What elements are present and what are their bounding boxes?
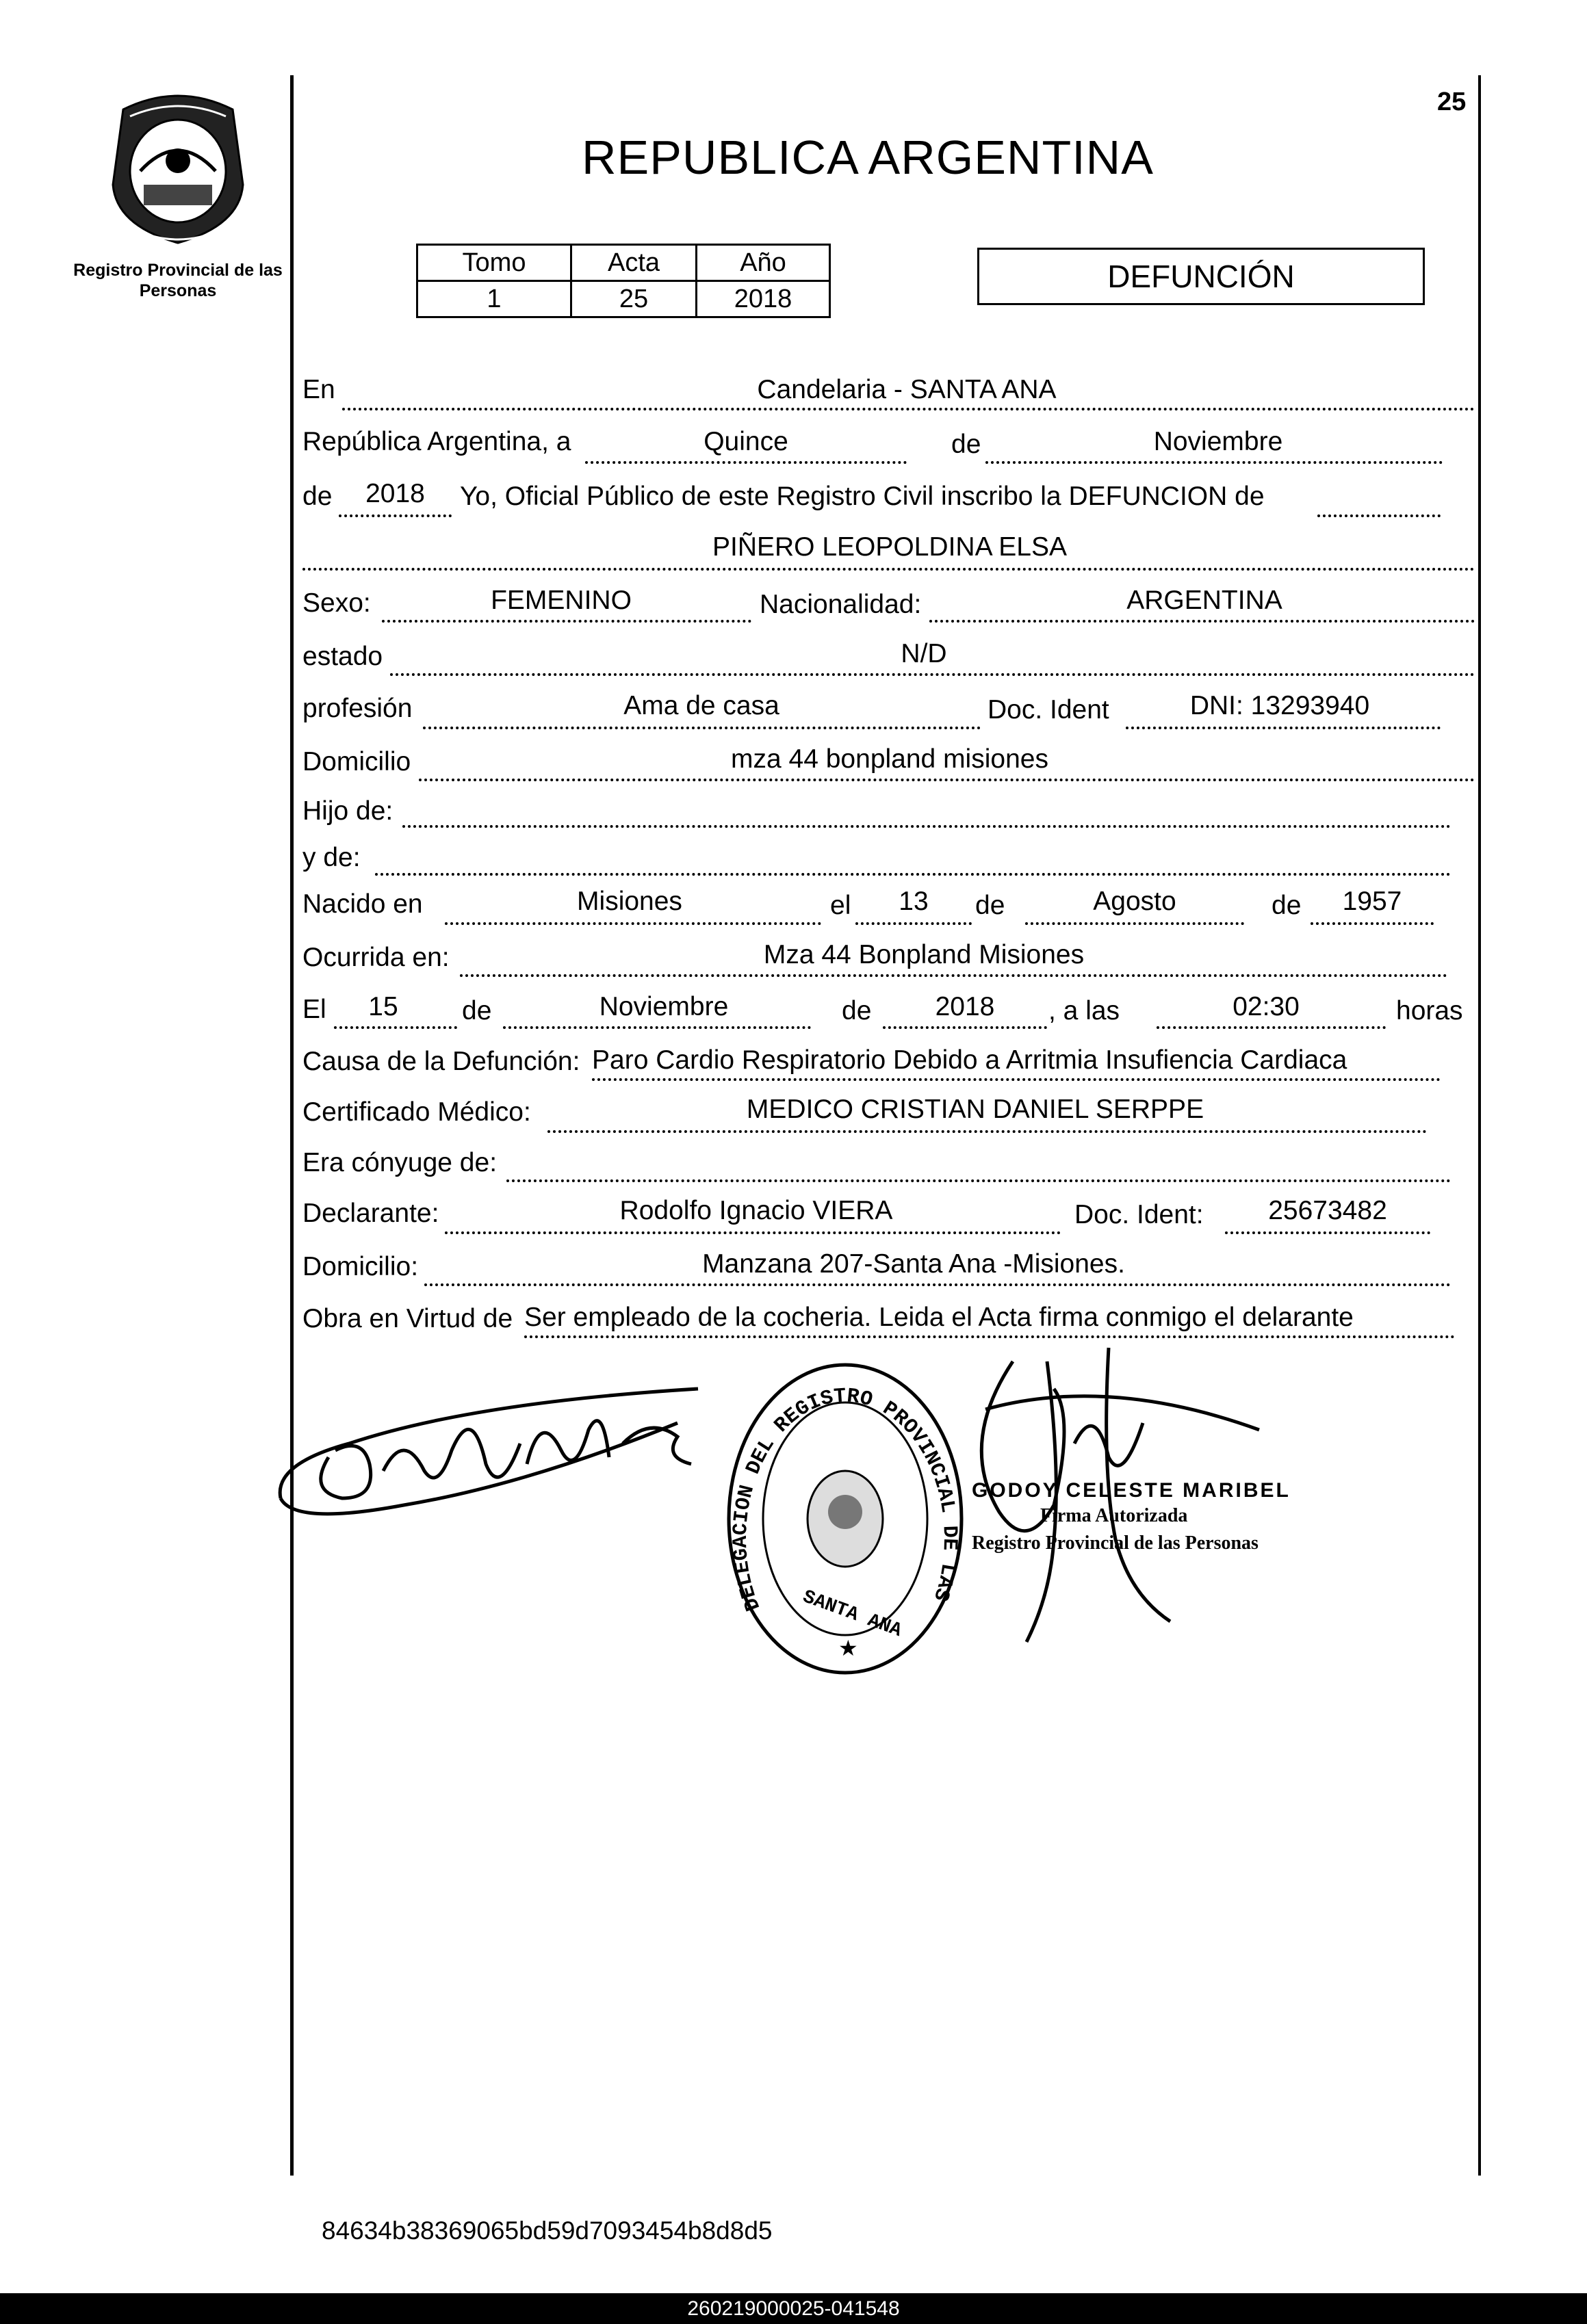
declarante-value: Rodolfo Ignacio VIERA <box>619 1196 893 1225</box>
deceased-name: PIÑERO LEOPOLDINA ELSA <box>712 532 1068 562</box>
domicilio2-line <box>424 1283 1451 1286</box>
ocurrida-line <box>460 974 1447 977</box>
oficial-line <box>1317 514 1441 517</box>
obra-value: Ser empleado de la cocheria. Leida el Acta firma conmigo el delarante <box>524 1303 1354 1332</box>
hora-value: 02:30 <box>1233 992 1300 1021</box>
tomo-value: 1 <box>417 281 571 317</box>
conyuge-label: Era cónyuge de: <box>302 1148 498 1177</box>
domicilio2-value: Manzana 207-Santa Ana -Misiones. <box>702 1249 1125 1279</box>
certificado-line <box>547 1130 1427 1133</box>
nacido-anio: 1957 <box>1342 887 1402 916</box>
acta-value: 25 <box>571 281 697 317</box>
reference-table <box>416 244 831 318</box>
de-label-6: de <box>842 996 872 1026</box>
estado-line <box>390 673 1475 676</box>
profesion-value: Ama de casa <box>623 691 779 720</box>
en-line <box>342 408 1475 410</box>
nacido-lugar: Misiones <box>577 887 682 916</box>
estado-label: estado <box>302 642 383 671</box>
anio-value: 2018 <box>697 281 830 317</box>
fallec-anio-line <box>883 1026 1047 1029</box>
nacido-label: Nacido en <box>302 889 423 919</box>
deceased-line <box>302 568 1475 571</box>
doc2-value: 25673482 <box>1268 1196 1387 1225</box>
month-line <box>985 461 1443 464</box>
de-label-5: de <box>462 996 492 1026</box>
nacionalidad-line <box>929 620 1475 623</box>
de-label-2: de <box>302 482 333 511</box>
svg-text:★: ★ <box>838 1636 858 1660</box>
declarante-line <box>445 1231 1061 1234</box>
fallec-dia-line <box>334 1026 457 1029</box>
fallec-anio: 2018 <box>935 992 995 1021</box>
declarant-signature <box>267 1361 732 1539</box>
barcode-bar: 260219000025-041548 <box>0 2293 1587 2324</box>
doc-line <box>1126 727 1441 729</box>
doc2-label: Doc. Ident: <box>1074 1200 1204 1229</box>
anio-header: Año <box>697 245 830 281</box>
causa-label: Causa de la Defunción: <box>302 1047 580 1076</box>
svg-text:SANTA ANA: SANTA ANA <box>799 1587 905 1642</box>
yde-line <box>375 873 1451 876</box>
left-border <box>290 75 294 2176</box>
oficial-text: Yo, Oficial Público de este Registro Civil inscribo la DEFUNCION de <box>460 482 1265 511</box>
nacido-dia-line <box>855 922 972 925</box>
doc-value: DNI: 13293940 <box>1189 691 1370 720</box>
province-crest-logo <box>103 89 253 246</box>
en-label: En <box>302 375 335 404</box>
day-line <box>585 461 907 464</box>
year-value: 2018 <box>365 479 425 508</box>
fallec-dia: 15 <box>368 992 398 1021</box>
day-words: Quince <box>704 427 788 456</box>
official-org: Registro Provincial de las Personas <box>972 1532 1259 1554</box>
nacionalidad-label: Nacionalidad: <box>760 590 922 619</box>
year-line <box>339 514 452 517</box>
hijo-label: Hijo de: <box>302 796 393 826</box>
ocurrida-label: Ocurrida en: <box>302 943 450 972</box>
nacido-lugar-line <box>445 922 821 925</box>
de-label-4: de <box>1272 891 1302 920</box>
causa-value: Paro Cardio Respiratorio Debido a Arritmia Insufiencia Cardiaca <box>592 1045 1347 1075</box>
doc2-line <box>1225 1231 1430 1234</box>
horas-label: horas <box>1396 996 1463 1026</box>
en-value: Candelaria - SANTA ANA <box>757 375 1057 404</box>
page-title: REPUBLICA ARGENTINA <box>582 131 1154 184</box>
document-hash: 84634b38369065bd59d7093454b8d8d5 <box>322 2217 773 2245</box>
certificado-label: Certificado Médico: <box>302 1097 531 1127</box>
de-label-3: de <box>975 891 1005 920</box>
causa-line <box>592 1078 1441 1081</box>
domicilio2-label: Domicilio: <box>302 1252 419 1281</box>
hora-line <box>1157 1026 1386 1029</box>
yde-label: y de: <box>302 843 361 872</box>
sexo-line <box>382 620 751 623</box>
nacionalidad-value: ARGENTINA <box>1126 586 1282 615</box>
el2-label: El <box>302 995 326 1024</box>
profesion-label: profesión <box>302 694 413 723</box>
stamp-ring-text: DELEGACION DEL REGISTRO PROVINCIAL DE LAS PERSONAS <box>712 1345 962 1617</box>
nacido-mes: Agosto <box>1093 887 1176 916</box>
ocurrida-value: Mza 44 Bonpland Misiones <box>763 940 1085 969</box>
domicilio-line <box>419 779 1475 781</box>
nacido-dia: 13 <box>899 887 929 916</box>
acta-header: Acta <box>571 245 697 281</box>
page-number: 25 <box>1437 88 1467 116</box>
official-name: GODOY CELESTE MARIBEL <box>972 1479 1291 1502</box>
sexo-label: Sexo: <box>302 588 371 618</box>
el-label: el <box>830 891 851 920</box>
doc-label: Doc. Ident <box>988 695 1109 724</box>
certificado-value: MEDICO CRISTIAN DANIEL SERPPE <box>746 1095 1204 1124</box>
de-label-1: de <box>951 430 981 459</box>
fallec-mes: Noviembre <box>599 992 729 1021</box>
official-stamp <box>712 1345 972 1683</box>
organization-name: Registro Provincial de las Personas <box>73 261 283 300</box>
conyuge-line <box>506 1179 1451 1182</box>
nacido-mes-line <box>1025 922 1244 925</box>
record-type-box: DEFUNCIÓN <box>977 248 1425 305</box>
fallec-mes-line <box>503 1026 811 1029</box>
tomo-header: Tomo <box>417 245 571 281</box>
republica-label: República Argentina, a <box>302 427 571 456</box>
official-title: Firma Autorizada <box>1040 1505 1188 1526</box>
obra-label: Obra en Virtud de <box>302 1304 513 1333</box>
right-border <box>1478 75 1481 2176</box>
estado-value: N/D <box>901 639 947 668</box>
hijo-line <box>402 825 1451 828</box>
sexo-value: FEMENINO <box>491 586 632 615</box>
alas-label: , a las <box>1048 996 1120 1026</box>
domicilio-value: mza 44 bonpland misiones <box>731 744 1048 774</box>
nacido-anio-line <box>1311 922 1434 925</box>
declarante-label: Declarante: <box>302 1199 439 1228</box>
profesion-line <box>423 727 981 729</box>
domicilio-label: Domicilio <box>302 747 411 776</box>
month-value: Noviembre <box>1153 427 1283 456</box>
